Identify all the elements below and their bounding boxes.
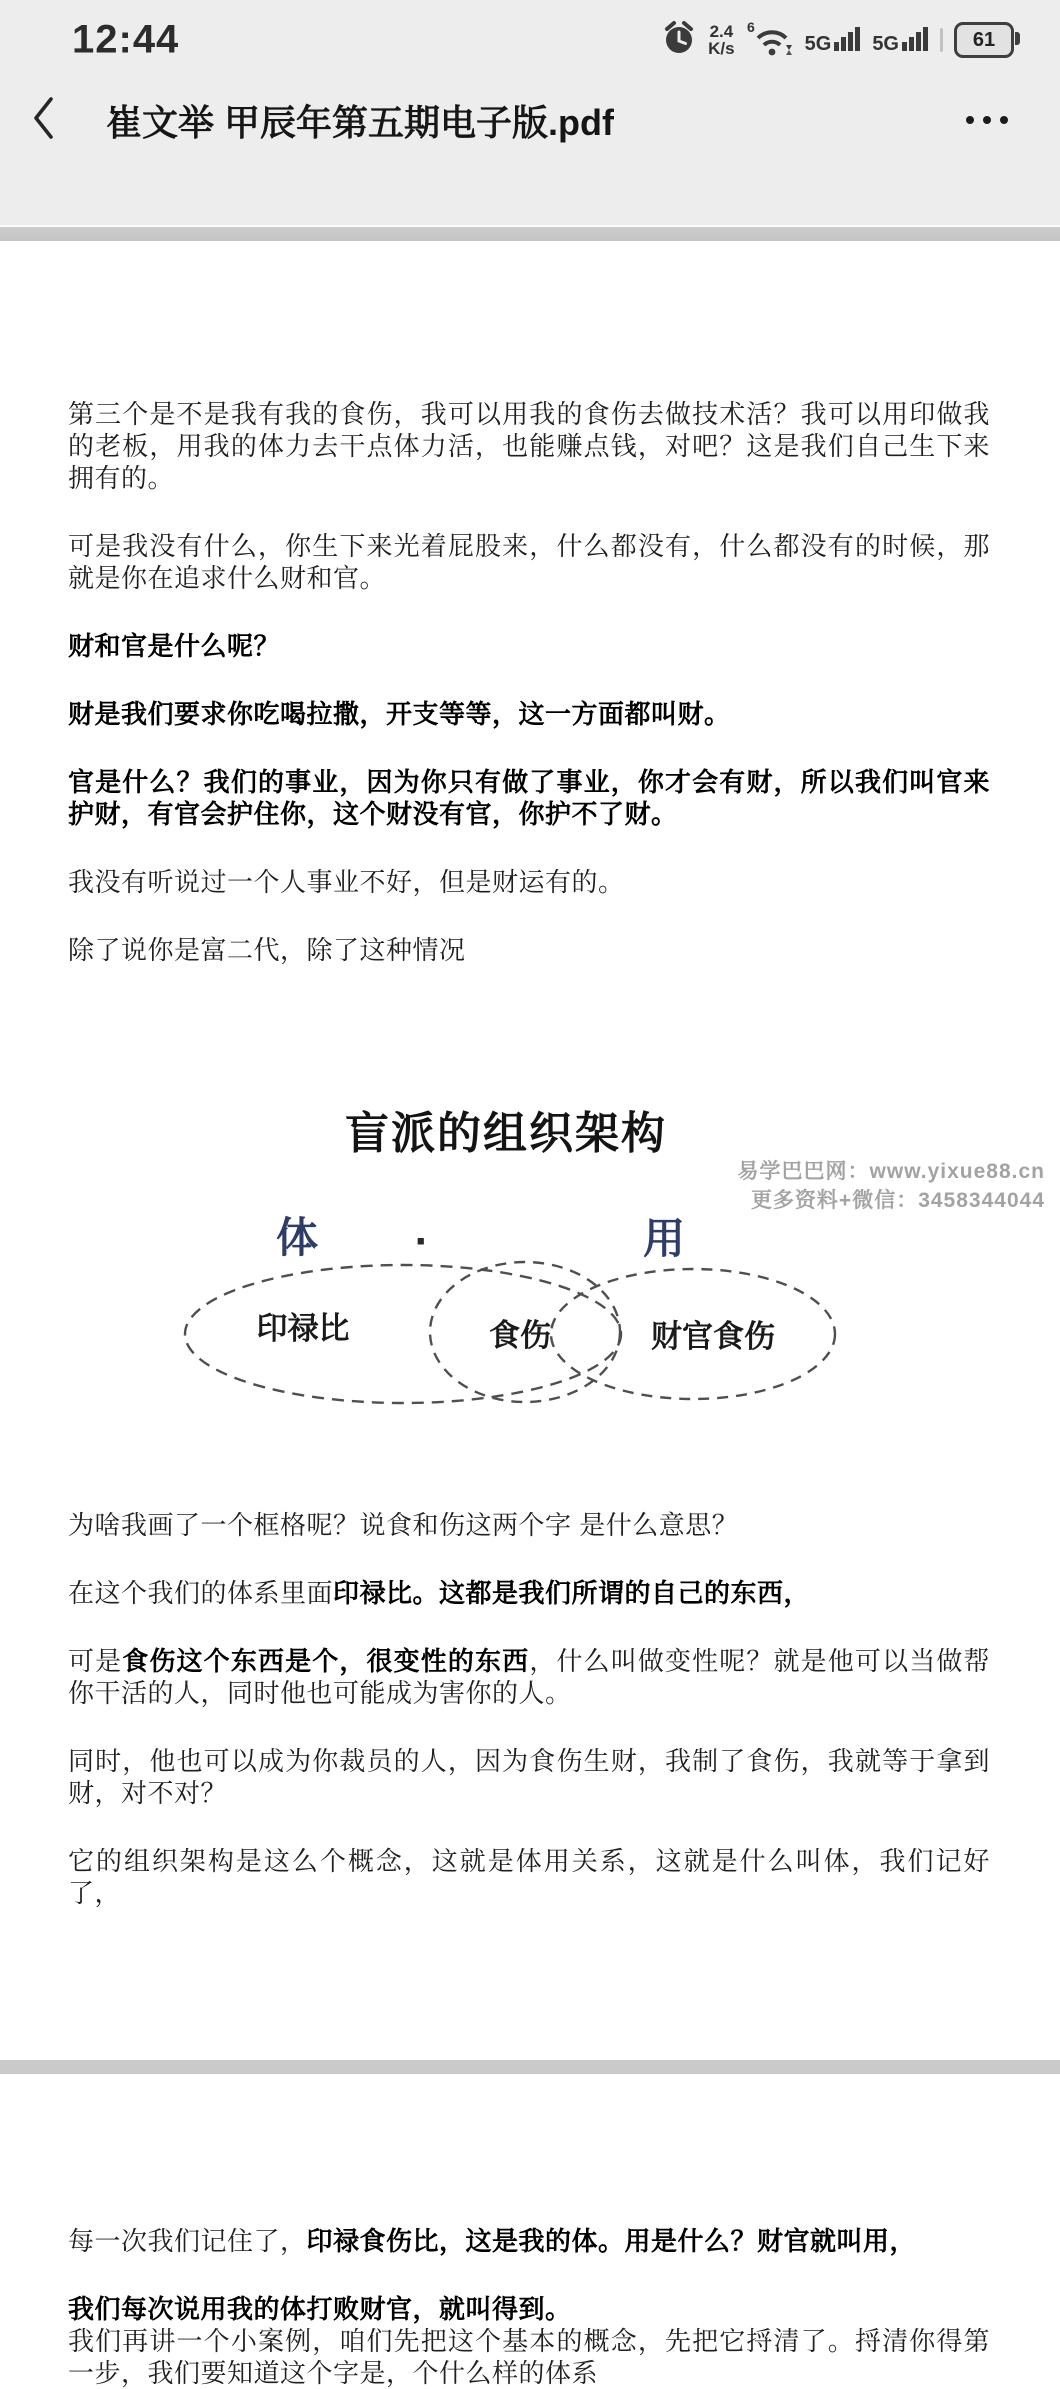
status-divider (940, 28, 943, 52)
sim1-network-label: 5G (804, 33, 832, 55)
text-run: 印禄比。这都是我们所谓的自己的东西， (333, 1578, 811, 1608)
clock-time: 12:44 (72, 17, 180, 62)
status-bar (0, 0, 1060, 80)
text-run: 除了说你是富二代，除了这种情况 (68, 935, 466, 965)
text-run: 可是我没有什么，你生下来光着屁股来，什么都没有，什么都没有的时候，那就是你在追求什么财和官。 (68, 531, 990, 593)
venn-header-body: 体 (275, 1214, 319, 1261)
paragraph (68, 1509, 990, 1541)
nav-row (0, 88, 1060, 152)
paragraph (68, 1845, 990, 1909)
paragraph (68, 530, 990, 594)
paragraph (68, 2325, 990, 2389)
text-run: 第三个是不是我有我的食伤，我可以用我的食伤去做技术活？我可以用印做我的老板，用我的体力去干点体力活，也能赚点钱，对吧？这是我们自己生下来拥有的。 (68, 399, 990, 493)
network-speed-unit: K/s (708, 39, 735, 58)
text-run: ，什么叫做变性呢？就是他可以当做帮你干活的人，同时他也可能成为害你的人。 (68, 1646, 990, 1708)
battery-icon (954, 22, 1014, 58)
pdf-content-area[interactable] (0, 241, 1060, 2388)
venn-label-overlap: 食伤 (489, 1318, 551, 1353)
paragraph (68, 2225, 990, 2257)
paragraph (68, 934, 990, 966)
venn-left-ellipse (185, 1265, 621, 1403)
paragraph (68, 866, 990, 898)
paragraph (68, 398, 990, 494)
pdf-page-1 (0, 241, 1060, 2060)
network-speed-value: 2.4 (709, 22, 734, 41)
text-run: 同时，他也可以成为你裁员的人，因为食伤生财，我制了食伤，我就等于拿到财，对不对？ (68, 1746, 990, 1808)
paragraph (68, 630, 990, 662)
text-run: 财是我们要求你吃喝拉撒，开支等等，这一方面都叫财。 (68, 699, 731, 729)
venn-label-left: 印禄比 (256, 1311, 350, 1346)
paragraph (68, 1577, 990, 1609)
figure-title: 盲派的组织架构 (345, 1109, 667, 1158)
paragraph (68, 766, 990, 830)
text-run: 在这个我们的体系里面 (68, 1578, 334, 1608)
signal-bars-icon (902, 24, 929, 56)
text-run: 每一次我们记住了， (68, 2226, 307, 2256)
text-run: 我们每次说用我的体打败财官，就叫得到。 (68, 2294, 572, 2324)
wifi-icon (746, 19, 794, 62)
pdf-page-2 (0, 2074, 1060, 2389)
nav-shadow-strip (0, 227, 1060, 241)
network-speed (708, 23, 734, 57)
watermark-line: 易学巴巴网：www.yixue88.cn (737, 1160, 1045, 1183)
venn-ellipses (0, 1030, 1060, 1509)
more-icon (966, 116, 974, 124)
text-run: 印禄食伤比，这是我的体。用是什么？财官就叫用， (306, 2226, 917, 2256)
status-icons (661, 0, 1014, 80)
alarm-icon (661, 20, 697, 61)
paragraph (68, 1745, 990, 1809)
sim2-network-label: 5G (872, 33, 899, 55)
paragraph (68, 698, 990, 730)
venn-diagram-figure (0, 1030, 1060, 1509)
text-run: 我没有听说过一个人事业不好，但是财运有的。 (68, 867, 625, 897)
more-button[interactable] (964, 106, 1010, 134)
more-icon (1000, 116, 1008, 124)
more-icon (983, 116, 991, 124)
page-break-separator (0, 2060, 1060, 2074)
text-run: 财和官是什么呢？ (68, 631, 281, 661)
nav-bar (0, 80, 1060, 225)
text-run: 它的组织架构是这么个概念，这就是体用关系，这就是什么叫体，我们记好了， (68, 1846, 990, 1908)
venn-separator-dot: · (414, 1217, 430, 1266)
paragraph (68, 1645, 990, 1709)
wifi-standard-badge: 6 (746, 18, 755, 35)
sim1-signal (805, 24, 862, 56)
battery-percent: 61 (972, 28, 996, 51)
document-title: 崔文举 甲辰年第五期电子版.pdf (106, 101, 614, 143)
paragraph (68, 2293, 990, 2325)
text-run: 食伤这个东西是个，很变性的东西 (122, 1646, 530, 1676)
venn-header-use: 用 (642, 1215, 686, 1262)
text-run: 为啥我画了一个框格呢？说食和伤这两个字 是什么意思？ (68, 1510, 739, 1540)
sim2-signal (872, 24, 929, 56)
back-button[interactable] (30, 97, 58, 143)
text-run: 官是什么？我们的事业，因为你只有做了事业，你才会有财，所以我们叫官来护财，有官会护住你，这个财没有官，你护不了财。 (68, 767, 990, 829)
signal-bars-icon (834, 24, 861, 56)
back-icon (30, 95, 56, 146)
text-run: 我们再讲一个小案例，咱们先把这个基本的概念，先把它捋清了。捋清你得第一步，我们要知道这个字是，个什么样的体系 (68, 2326, 990, 2388)
text-run: 可是 (68, 1646, 123, 1676)
venn-label-right: 财官食伤 (651, 1319, 775, 1354)
watermark-line: 更多资料+微信：3458344044 (750, 1189, 1045, 1212)
